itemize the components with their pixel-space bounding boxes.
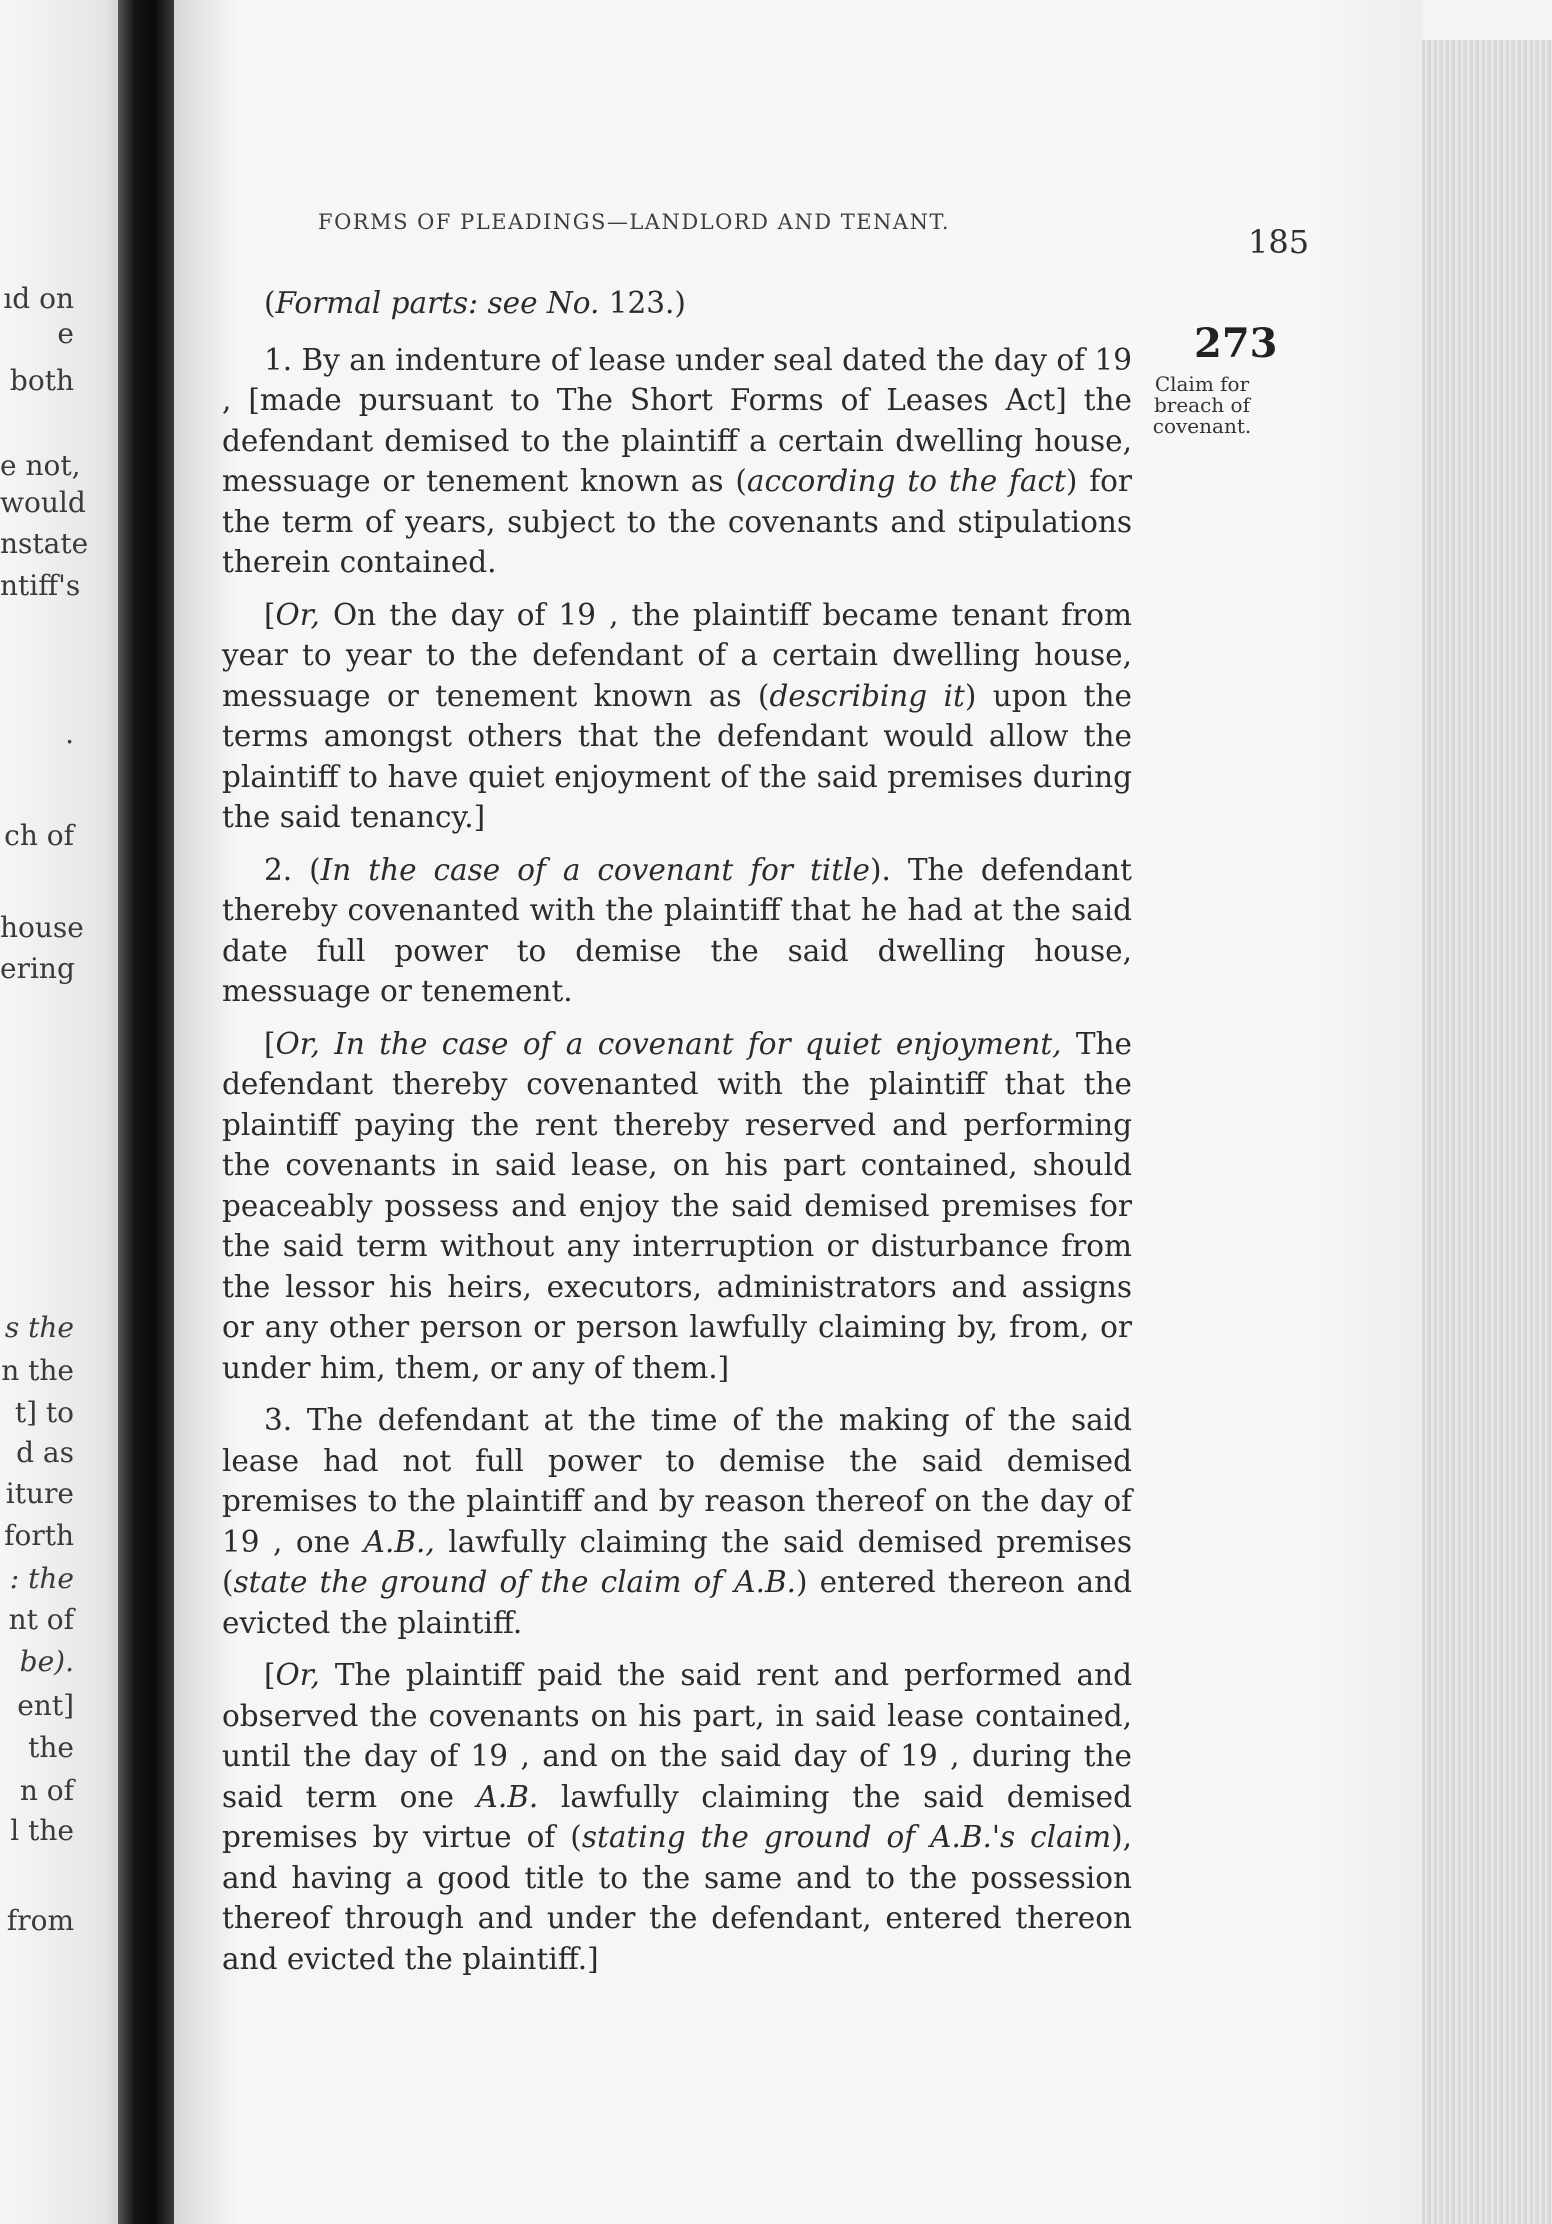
margin-note-line: breach of — [1153, 393, 1250, 417]
running-head: FORMS OF PLEADINGS—LANDLORD AND TENANT. — [318, 210, 951, 234]
left-page-text-fragment: from — [6, 1904, 74, 1937]
paragraph-3-alternative: [Or, The plaintiff paid the said rent and performed and observed the covenants on his part, in said lease contained, until the day of 19 , and on the said day of 19 , during the said term one A.B. lawfully claiming the said demised premises by virtue of (stating the ground of A.B.'s claim), and having a good title to the same and to the possession thereof through and under the defendant, entered thereon and evicted the plaintiff.] — [222, 1658, 1132, 1976]
left-page-text-fragment: ch of — [4, 819, 74, 852]
left-page-text-fragment: n of — [19, 1774, 74, 1807]
left-page-text-fragment: e not, — [0, 449, 81, 482]
left-page-text-fragment: . — [65, 717, 74, 750]
left-page-text-fragment: l the — [10, 1814, 74, 1847]
left-page-text-fragment: n the — [1, 1354, 74, 1387]
formal-parts-line: (Formal parts: see No. 123.) — [264, 286, 686, 320]
left-page-text-fragment: t] to — [14, 1396, 74, 1429]
page-number: 185 — [1248, 223, 1310, 261]
left-page-text-fragment: both — [9, 364, 74, 397]
left-page-text-fragment: nstate — [0, 527, 89, 560]
margin-note — [1132, 374, 1272, 437]
paragraph-1-alternative: [Or, On the day of 19 , the plaintiff became tenant from year to year to the defendant of a certain dwelling house, messuage or tenement known as (describing it) upon the terms amongst others that the defendant would allow the plaintiff to have quiet enjoyment of the said premises during the said tenancy.] — [222, 597, 1132, 834]
margin-note-line: covenant. — [1152, 414, 1252, 438]
paragraph-1: 1. By an indenture of lease under seal dated the day of 19 , [made pursuant to The Short Forms of Leases Act] the defendant demised to the plaintiff a certain dwelling house, messuage or tenement known as (according to the fact) for the term of years, subject to the covenants and stipulations therein contained. — [222, 342, 1133, 579]
left-page-text-fragment: : the — [9, 1562, 74, 1595]
left-page-text-fragment: s the — [4, 1311, 74, 1344]
left-page-text-fragment: ntiff's — [0, 569, 81, 602]
left-page-text-fragment: ering — [0, 952, 75, 985]
left-page-text-fragment: iture — [5, 1477, 74, 1510]
left-page-text-fragment: house — [0, 911, 84, 944]
margin-note-line: Claim for — [1154, 372, 1250, 396]
book-gutter — [118, 0, 174, 2224]
left-page-text-fragment: e — [57, 317, 74, 350]
page-edge-top — [1422, 0, 1552, 40]
left-page-text-fragment: ıd on — [3, 282, 74, 315]
left-page-text-fragment: would — [0, 486, 86, 519]
left-page-text-fragment: nt of — [8, 1603, 74, 1636]
paragraph-2: 2. (In the case of a covenant for title). The defendant thereby covenanted with the plaintiff that he had at the said date full power to demise the said dwelling house, messuage or tenement. — [222, 852, 1132, 1008]
left-page-text-fragment: be). — [19, 1645, 74, 1678]
page-stack-edge — [1422, 40, 1552, 2224]
paragraph-3: 3. The defendant at the time of the making of the said lease had not full power to demise the said demised premises to the plaintiff and by reason thereof on the day of 19 , one A.B., lawfully claiming the said demised premises (state the ground of the claim of A.B.) entered thereon and evicted the plaintiff. — [222, 1403, 1132, 1640]
form-number: 273 — [1194, 320, 1278, 367]
body-text — [222, 283, 1132, 1991]
left-page-text-fragment: forth — [4, 1519, 74, 1552]
left-page-text-fragment: the — [28, 1731, 74, 1764]
left-page-text-fragment: ent] — [17, 1689, 74, 1722]
left-page-text-fragment: d as — [16, 1436, 74, 1469]
paragraph-2-alternative: [Or, In the case of a covenant for quiet enjoyment, The defendant thereby covenanted with the plaintiff that the plaintiff paying the rent thereby reserved and performing the covenants in said lease, on his part contained, should peaceably possess and enjoy the said demised premises for the said term without any interruption or disturbance from the lessor his heirs, executors, administrators and assigns or any other person or person lawfully claiming by, from, or under him, them, or any of them.] — [222, 1026, 1132, 1385]
left-page-fragment — [0, 0, 128, 2224]
